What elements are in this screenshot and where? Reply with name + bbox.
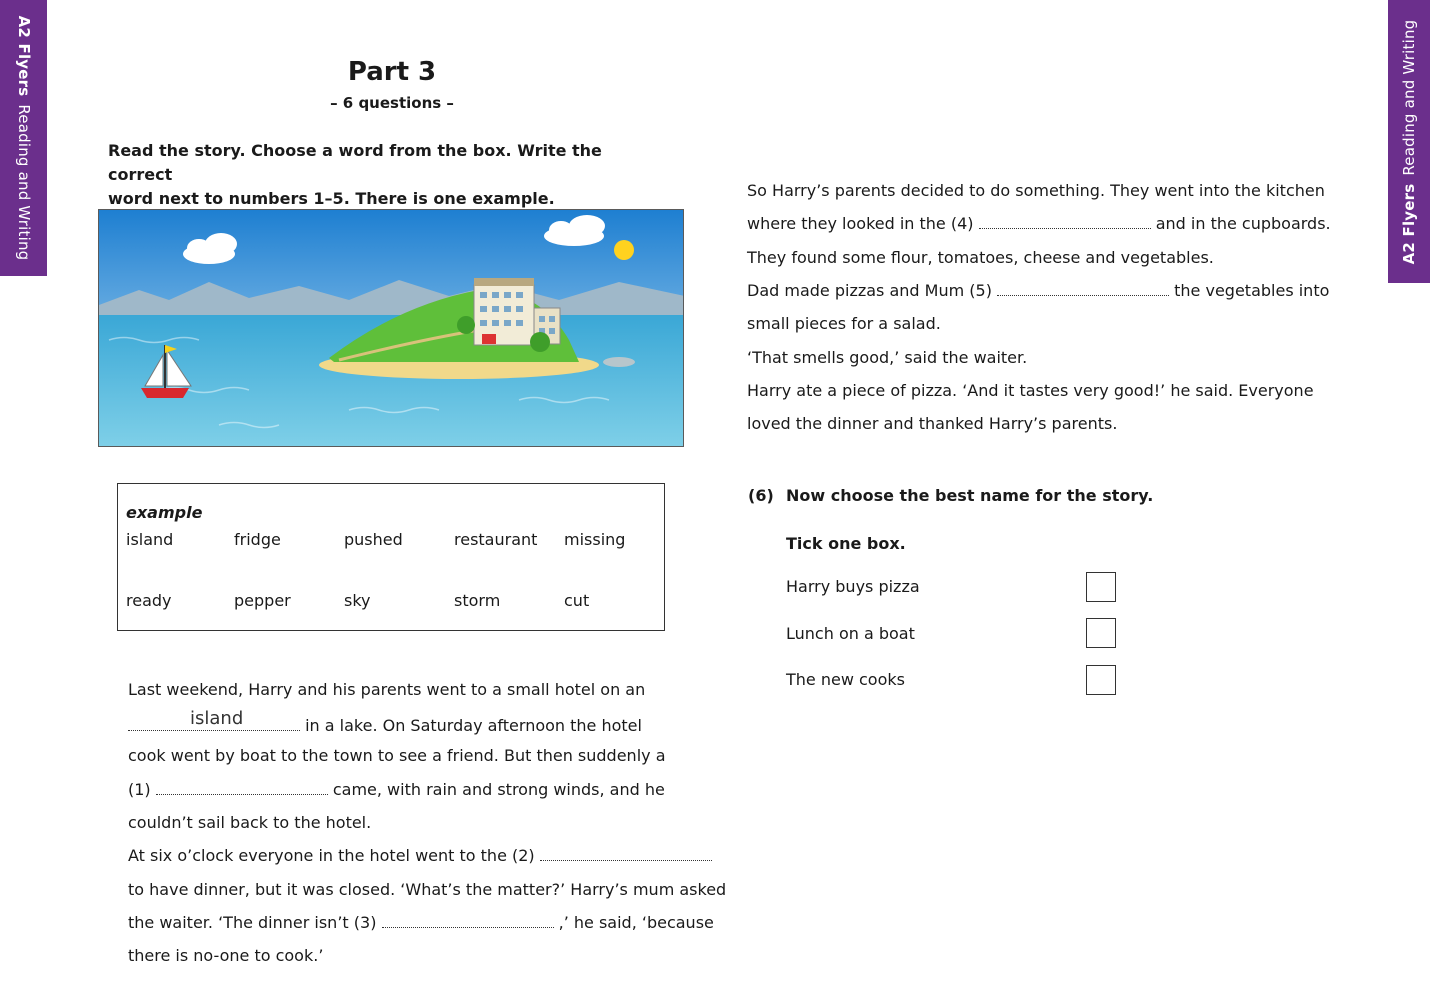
page-title: Part 3 xyxy=(347,57,437,87)
story-line-text: Dad made pizzas and Mum xyxy=(747,281,970,300)
right-tab-bold: A2 Flyers xyxy=(1400,183,1418,264)
right-side-tab xyxy=(1388,0,1430,283)
answer-blank-2[interactable] xyxy=(540,847,712,861)
right-tab-rest: Reading and Writing xyxy=(1400,19,1418,176)
answer-blank-3[interactable] xyxy=(382,914,554,928)
left-side-tab xyxy=(0,0,47,276)
word-box-word: cut xyxy=(564,591,590,610)
story-line-text: At six o’clock everyone in the hotel went to the xyxy=(128,846,512,865)
word-box xyxy=(117,483,665,631)
word-box-word: island xyxy=(126,530,174,549)
story-line: So Harry’s parents decided to do something. They went into the kitchen xyxy=(747,181,1325,200)
story-line: Harry ate a piece of pizza. ‘And it tastes very good!’ he said. Everyone xyxy=(747,381,1314,400)
story-line-text: ,’ he said, ‘because xyxy=(553,913,714,932)
word-box-word: restaurant xyxy=(454,530,538,549)
story-line-text: and in the cupboards. xyxy=(1150,214,1331,233)
example-answer: island xyxy=(190,708,244,729)
story-line-text: where they looked in the xyxy=(747,214,951,233)
question-number: (4) xyxy=(950,214,974,233)
story-line-text: the vegetables into xyxy=(1169,281,1330,300)
word-box-word: pushed xyxy=(344,530,403,549)
option-label: Harry buys pizza xyxy=(786,577,920,596)
story-line xyxy=(128,846,712,865)
example-answer-blank xyxy=(128,708,300,731)
story-line: there is no-one to cook.’ xyxy=(128,946,324,965)
story-line xyxy=(747,281,1329,300)
word-box-word: pepper xyxy=(234,591,291,610)
story-line xyxy=(128,913,714,932)
story-line-text: the waiter. ‘The dinner isn’t xyxy=(128,913,354,932)
question-6 xyxy=(748,486,1153,505)
question-number: (3) xyxy=(353,913,377,932)
word-box-word: storm xyxy=(454,591,501,610)
story-line: cook went by boat to the town to see a friend. But then suddenly a xyxy=(128,746,666,765)
island-scene-svg xyxy=(99,210,684,447)
left-tab-bold: A2 Flyers xyxy=(14,15,33,97)
page-subtitle: – 6 questions – xyxy=(330,94,454,112)
instructions-line-2: word next to numbers 1–5. There is one example. xyxy=(108,189,555,208)
word-box-word: missing xyxy=(564,530,626,549)
story-line: ‘That smells good,’ said the waiter. xyxy=(747,348,1028,367)
island-hotel-illustration xyxy=(98,209,684,447)
option-checkbox[interactable] xyxy=(1086,618,1116,648)
word-box-word: sky xyxy=(344,591,371,610)
example-label: example xyxy=(126,503,203,522)
story-line-text: in a lake. On Saturday afternoon the hotel xyxy=(300,716,642,735)
answer-blank-5[interactable] xyxy=(997,282,1169,296)
question-number: (2) xyxy=(512,846,535,865)
story-line xyxy=(128,780,665,799)
story-line: loved the dinner and thanked Harry’s parents. xyxy=(747,414,1118,433)
story-line: They found some flour, tomatoes, cheese and vegetables. xyxy=(747,248,1214,267)
option-label: Lunch on a boat xyxy=(786,624,915,643)
left-side-tab-text xyxy=(15,16,33,261)
question-6-number: (6) xyxy=(748,486,774,505)
answer-blank-1[interactable] xyxy=(156,781,328,795)
instructions-line-1: Read the story. Choose a word from the box. Write the correct xyxy=(108,141,602,184)
word-box-word: ready xyxy=(126,591,172,610)
story-line: small pieces for a salad. xyxy=(747,314,941,333)
tick-instruction: Tick one box. xyxy=(786,534,906,553)
right-side-tab-text xyxy=(1400,19,1418,264)
question-number: (1) xyxy=(128,780,151,799)
answer-blank-4[interactable] xyxy=(979,215,1151,229)
sun xyxy=(614,240,634,260)
story-line: to have dinner, but it was closed. ‘What’s the matter?’ Harry’s mum asked xyxy=(128,880,727,899)
question-6-prompt: Now choose the best name for the story. xyxy=(786,486,1154,505)
left-tab-rest: Reading and Writing xyxy=(14,104,33,261)
story-line: couldn’t sail back to the hotel. xyxy=(128,813,372,832)
option-checkbox[interactable] xyxy=(1086,665,1116,695)
option-label: The new cooks xyxy=(786,670,905,689)
question-number: (5) xyxy=(969,281,992,300)
story-line: Last weekend, Harry and his parents went to a small hotel on an xyxy=(128,680,646,699)
instructions xyxy=(108,139,668,211)
word-box-word: fridge xyxy=(234,530,281,549)
story-line-text: came, with rain and strong winds, and he xyxy=(327,780,665,799)
story-line xyxy=(747,214,1331,233)
option-checkbox[interactable] xyxy=(1086,572,1116,602)
story-line xyxy=(128,708,642,735)
